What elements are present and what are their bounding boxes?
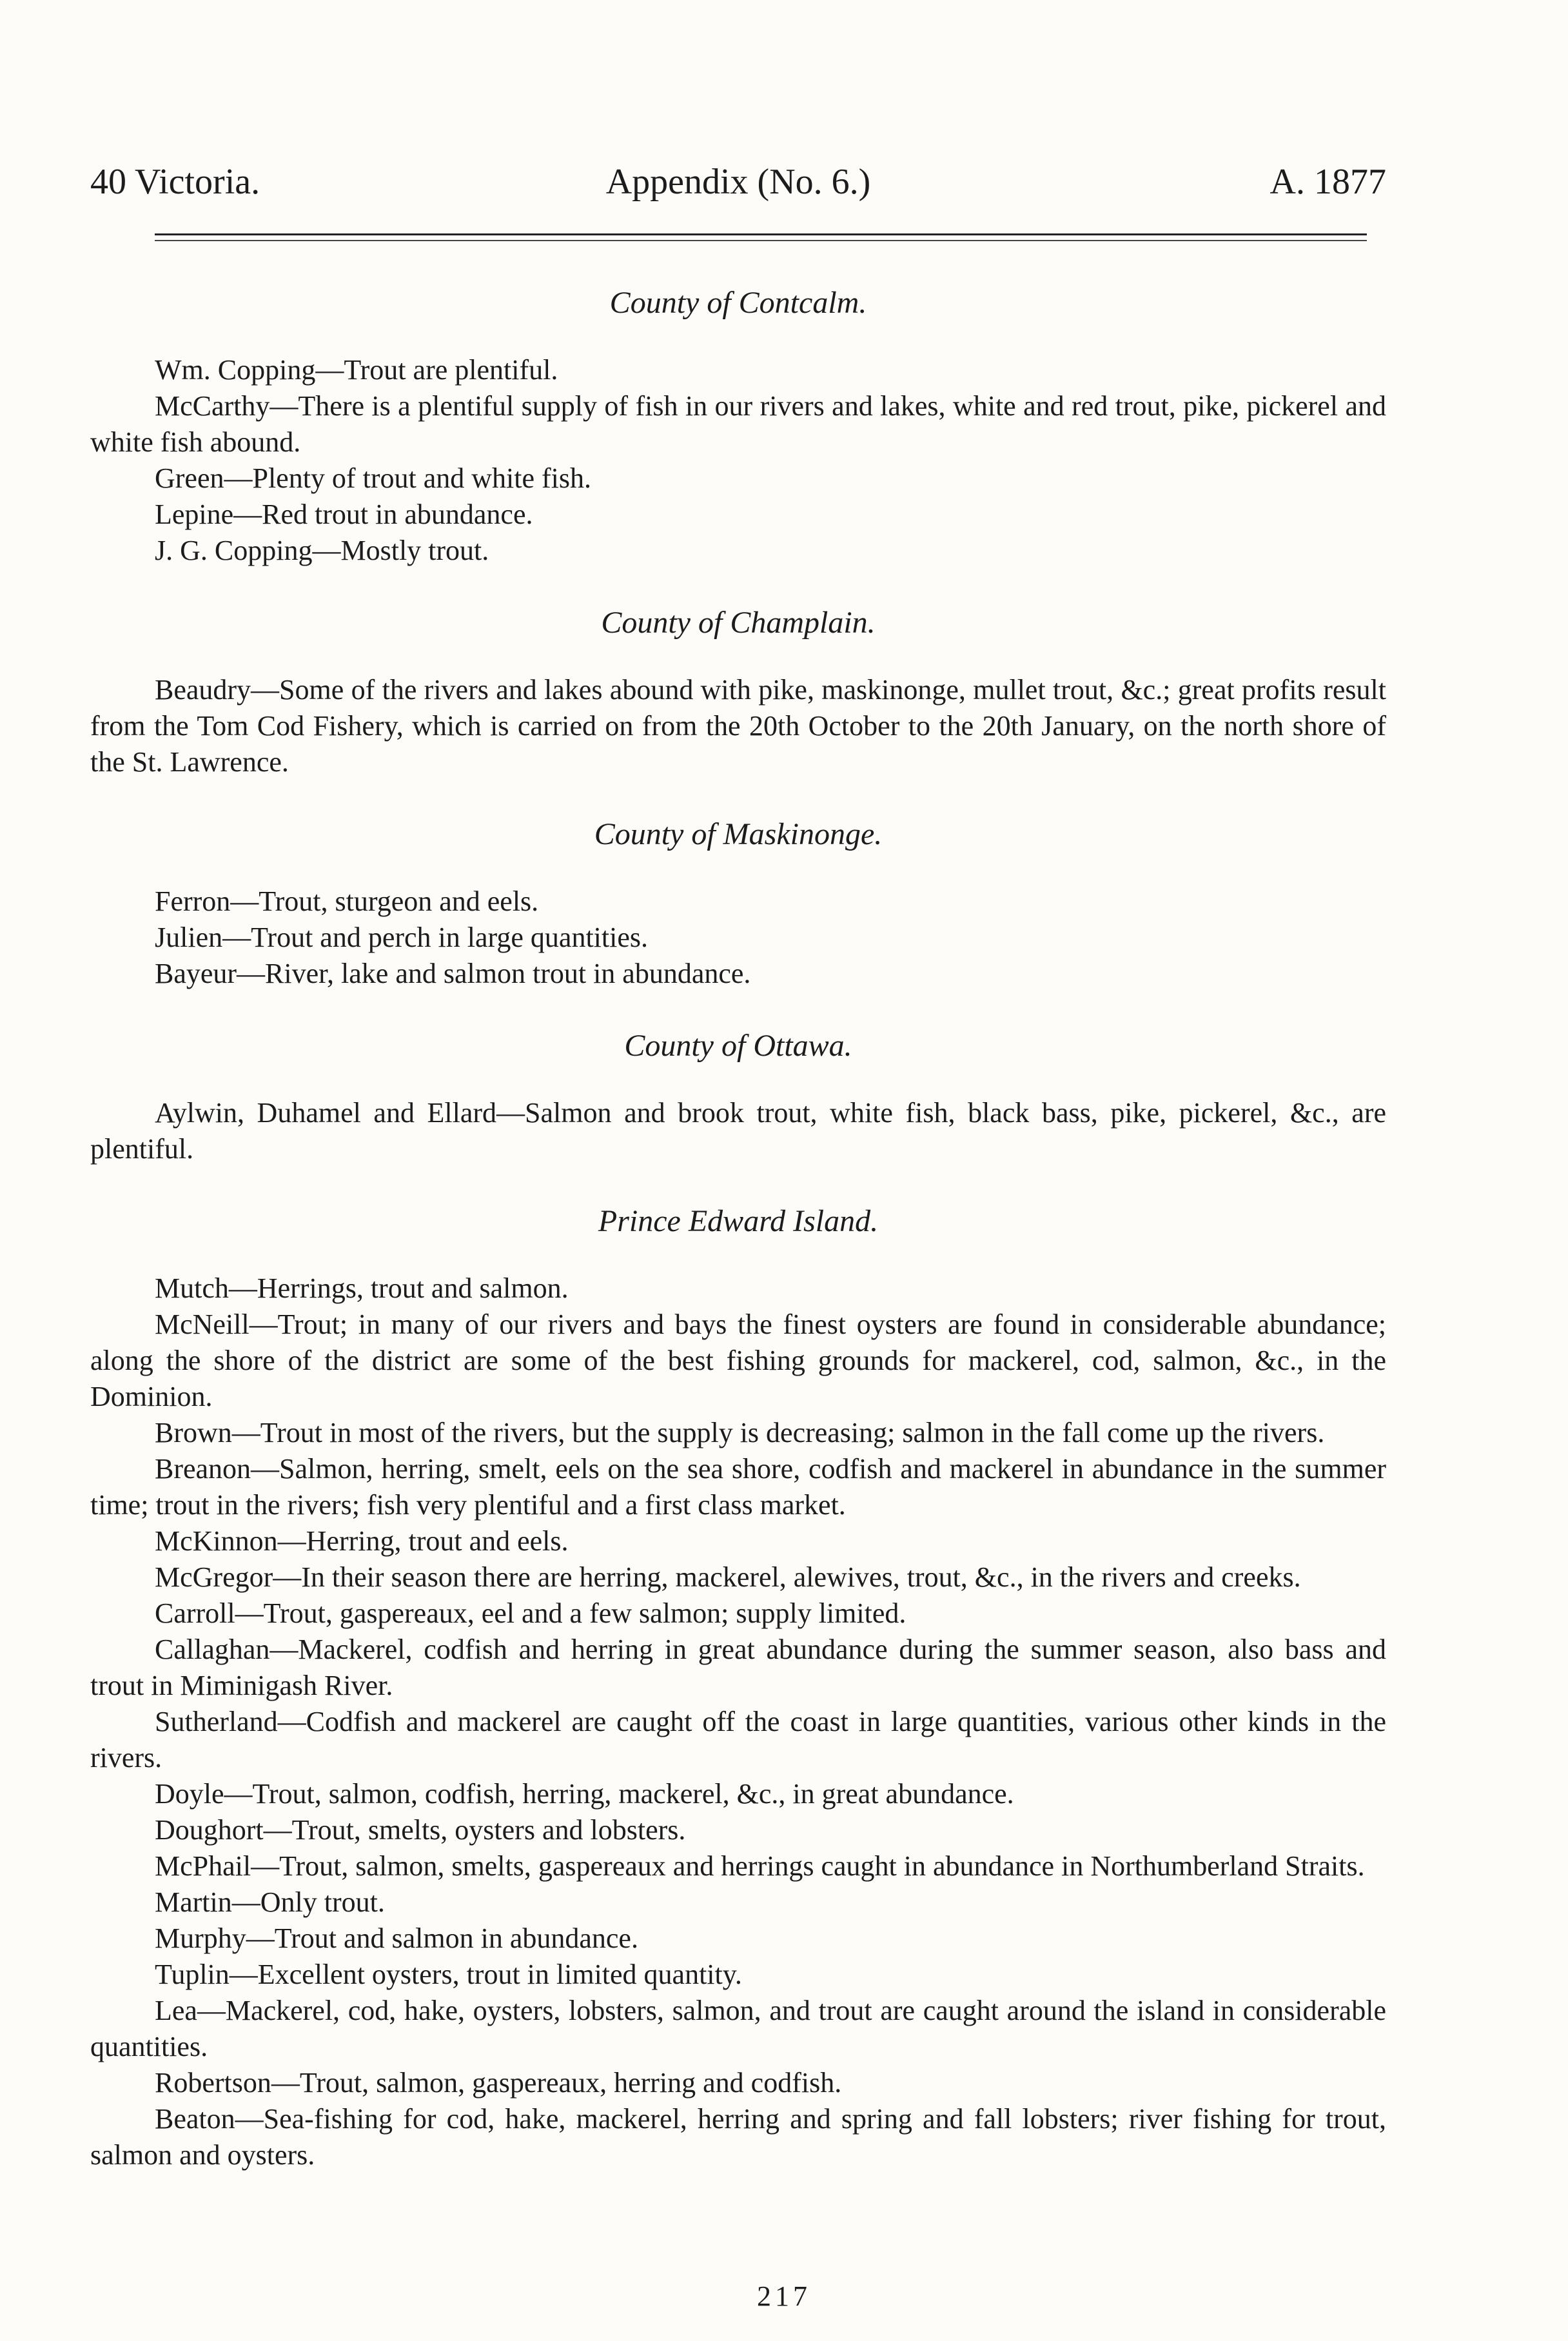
section-gap [90,569,1386,597]
report-entry: Robertson—Trout, salmon, gaspereaux, herring and codfish. [155,2067,842,2099]
report-entry: Wm. Copping—Trout are plentiful. [155,354,558,386]
report-entry: Lepine—Red trout in abundance. [155,499,533,530]
report-entry: Ferron—Trout, sturgeon and eels. [155,885,539,917]
report-entry: Martin—Only trout. [155,1886,385,1918]
header-year: A. 1877 [1269,162,1386,202]
header-session: 40 Victoria. [90,162,260,202]
report-entry: Doughort—Trout, smelts, oysters and lobsters. [155,1814,686,1846]
section-title: County of Champlain. [601,606,876,640]
report-entry: Green—Plenty of trout and white fish. [155,462,591,494]
section [90,277,1386,597]
report-entry: Sutherland—Codfish and mackerel are caught off the coast in large quantities, various other kinds in the rivers. [90,1706,1386,1773]
report-entry: Carroll—Trout, gaspereaux, eel and a few salmon; supply limited. [155,1597,906,1629]
section-title: Prince Edward Island. [598,1204,879,1238]
section-gap [90,780,1386,809]
report-entry: Julien—Trout and perch in large quantities. [155,922,648,953]
report-entry: Doyle—Trout, salmon, codfish, herring, mackerel, &c., in great abundance. [155,1778,1014,1810]
page-header [90,161,1386,213]
section [90,597,1386,809]
report-entry: Beaton—Sea-fishing for cod, hake, mackerel, herring and spring and fall lobsters; river fishing for trout, salmon and oysters. [90,2103,1386,2171]
page-number: 217 [757,2280,811,2312]
section [90,809,1386,1020]
report-entry: Aylwin, Duhamel and Ellard—Salmon and brook trout, white fish, black bass, pike, pickerel, &c., are plentiful. [90,1097,1386,1165]
report-entry: Brown—Trout in most of the rivers, but the supply is decreasing; salmon in the fall come up the rivers. [155,1417,1325,1448]
report-entry: Callaghan—Mackerel, codfish and herring in great abundance during the summer season, also bass and trout in Miminigash River. [90,1634,1386,1701]
header-appendix: Appendix (No. 6.) [605,162,871,202]
report-entry: Beaudry—Some of the rivers and lakes abound with pike, maskinonge, mullet trout, &c.; great profits result from the Tom Cod Fishery, which is carried on from the 20th October to the 20th January, on the north shore of the St. Lawrence. [90,674,1386,778]
report-entry: Tuplin—Excellent oysters, trout in limited quantity. [155,1959,742,1990]
report-entry: Murphy—Trout and salmon in abundance. [155,1922,638,1954]
section-title: County of Contcalm. [609,286,867,320]
report-entry: McCarthy—There is a plentiful supply of fish in our rivers and lakes, white and red trout, pike, pickerel and white fish abound. [90,390,1386,458]
report-entry: McPhail—Trout, salmon, smelts, gaspereaux and herrings caught in abundance in Northumberland Straits. [155,1850,1365,1882]
report-entry: McKinnon—Herring, trout and eels. [155,1525,569,1557]
report-entry: Bayeur—River, lake and salmon trout in abundance. [155,958,751,989]
report-entry: Mutch—Herrings, trout and salmon. [155,1272,569,1304]
section [90,1020,1386,1196]
section-title: County of Ottawa. [624,1029,852,1063]
report-entry: J. G. Copping—Mostly trout. [155,535,489,566]
report-entry: McNeill—Trout; in many of our rivers and bays the finest oysters are found in considerable abundance; along the shore of the district are some of the best fishing grounds for mackerel, cod, salmon, &c., in the Dominion. [90,1309,1386,1412]
header-rule-thin [155,240,1367,241]
section-gap [90,992,1386,1020]
section [90,1196,1386,2173]
section-gap [90,1167,1386,1196]
header-rule-thick [155,233,1367,235]
page-content [90,277,1386,2173]
report-entry: Lea—Mackerel, cod, hake, oysters, lobsters, salmon, and trout are caught around the island in considerable quantities. [90,1995,1386,2062]
report-entry: McGregor—In their season there are herring, mackerel, alewives, trout, &c., in the rivers and creeks. [155,1561,1301,1593]
report-entry: Breanon—Salmon, herring, smelt, eels on the sea shore, codfish and mackerel in abundance in the summer time; trout in the rivers; fish very plentiful and a first class market. [90,1453,1386,1521]
section-title: County of Maskinonge. [594,817,883,851]
